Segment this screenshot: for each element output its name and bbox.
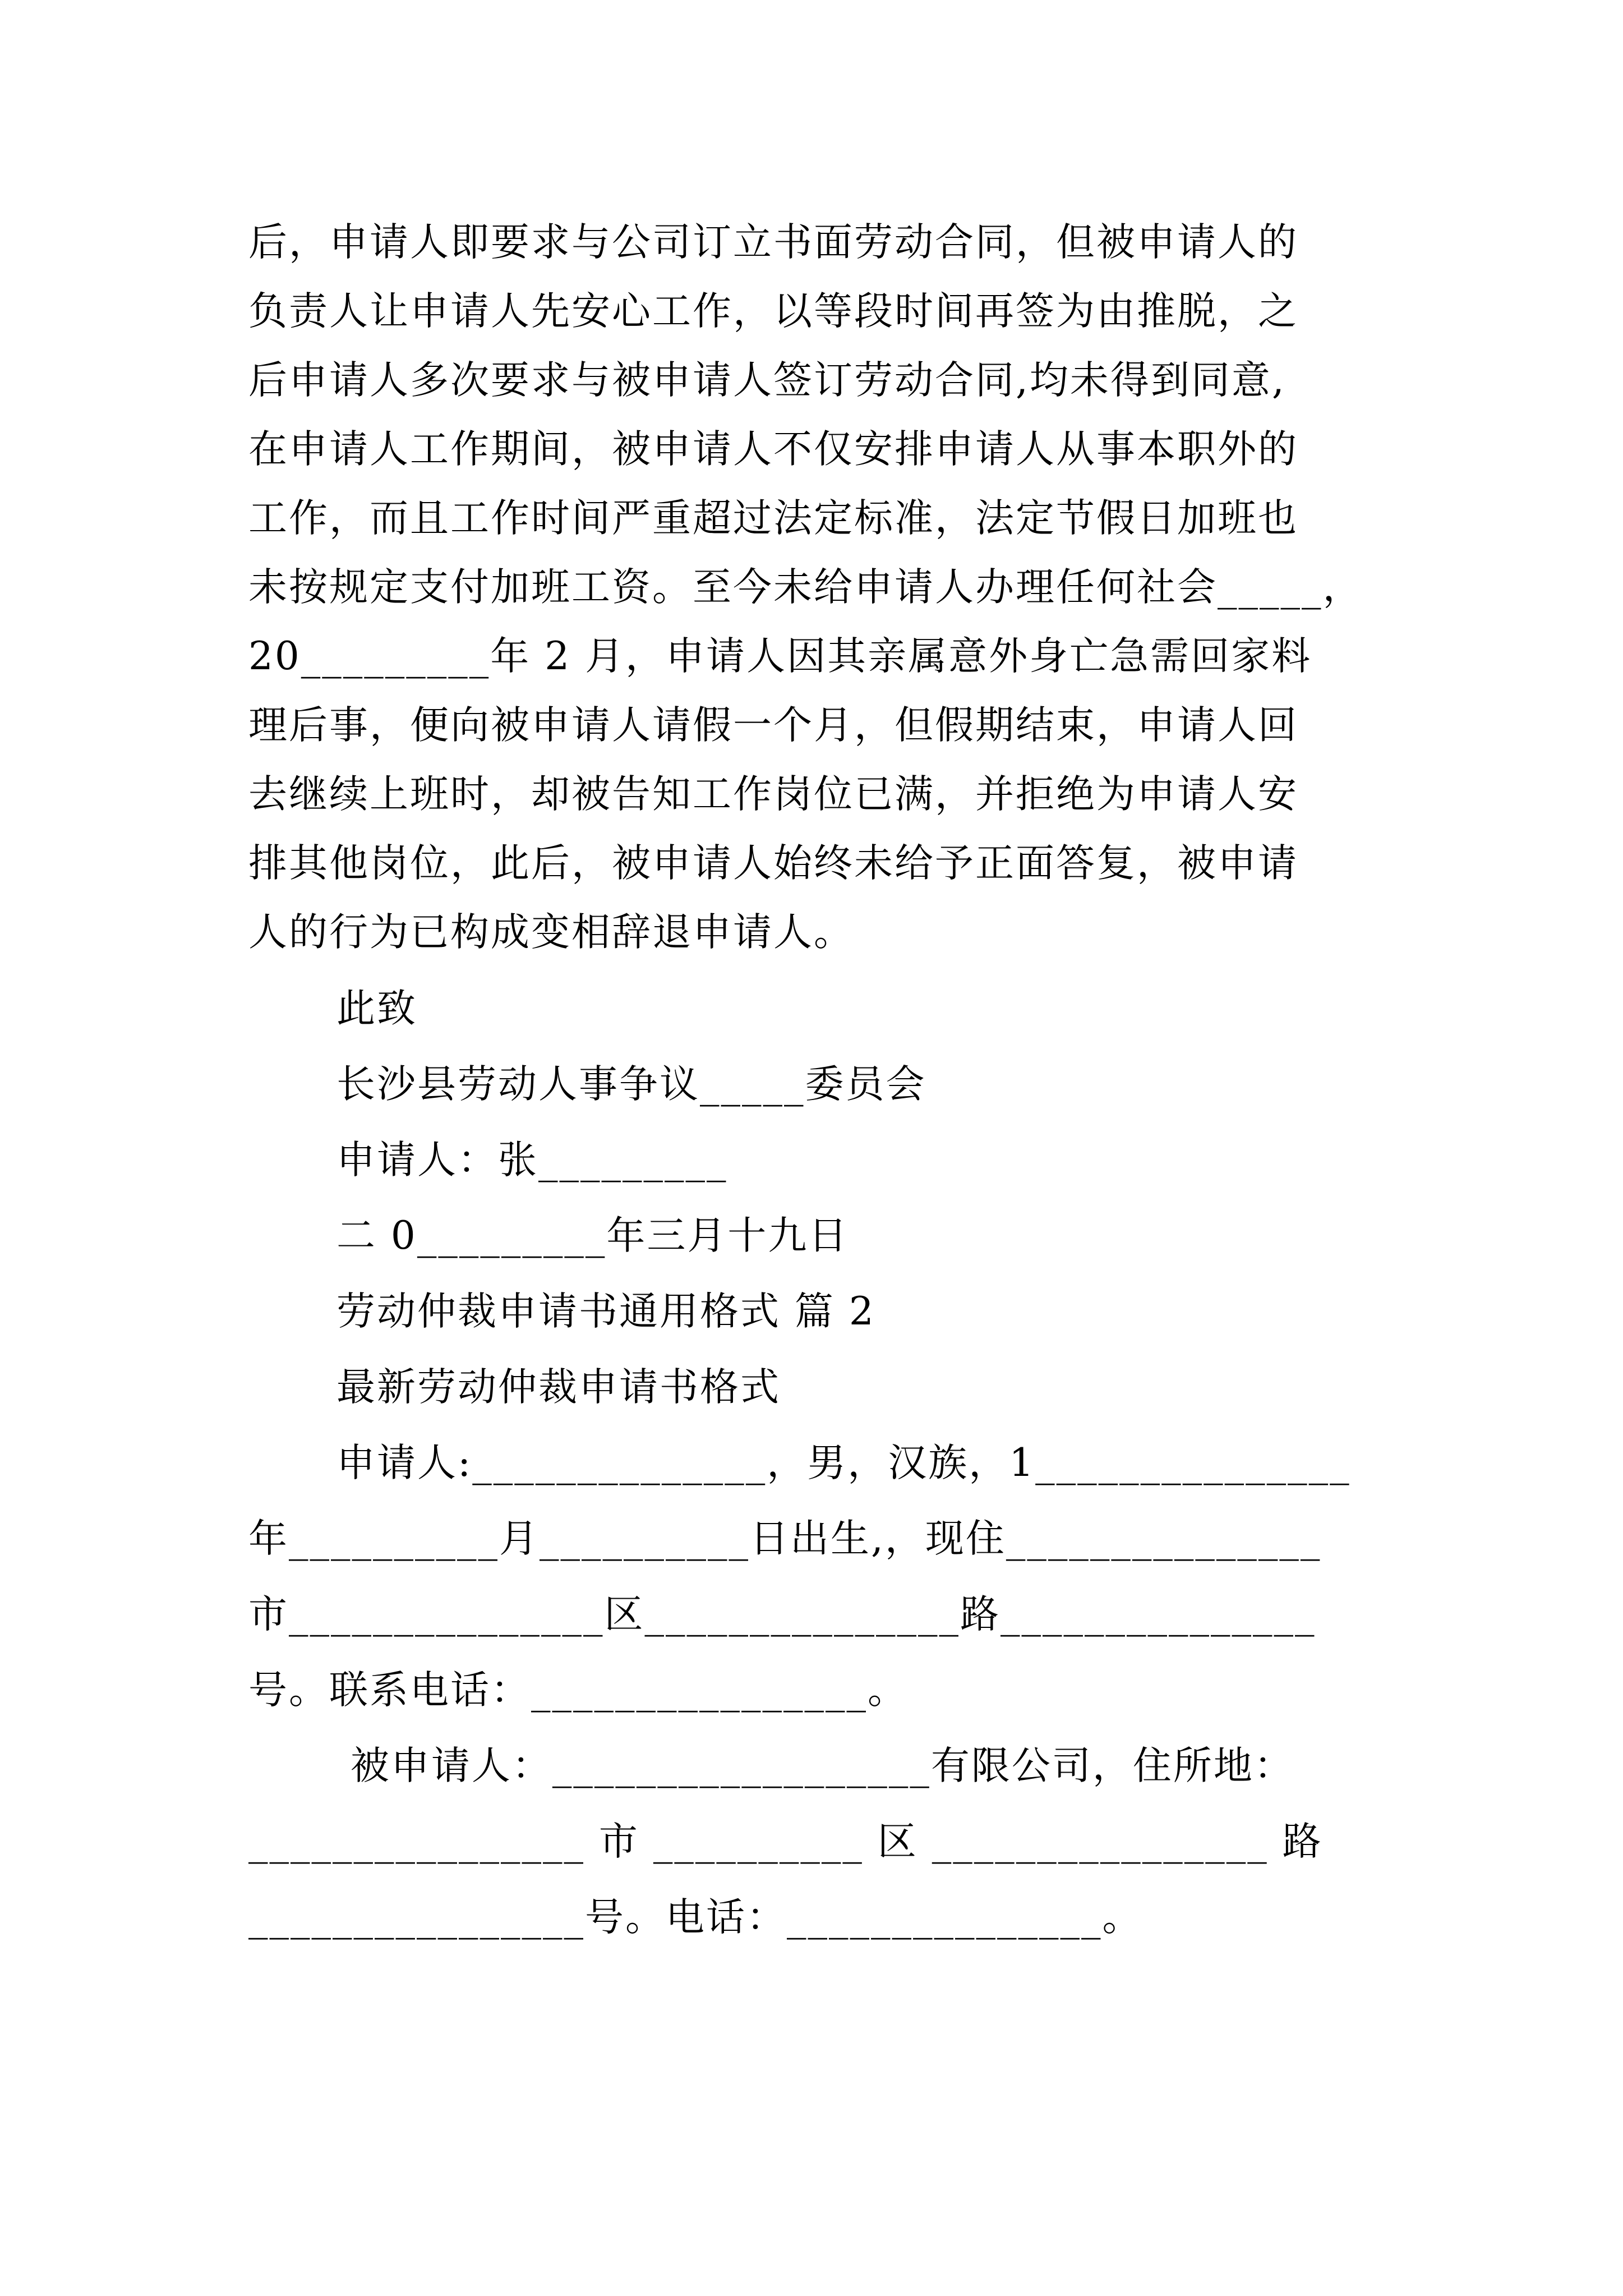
form-line-respondent: 被申请人：__________________有限公司，住所地： — [336, 1743, 1294, 1788]
body-line: 理后事，便向被申请人请假一个月，但假期结束，申请人回 — [248, 703, 1298, 748]
body-line: 工作，而且工作时间严重超过法定标准，法定节假日加班也 — [248, 496, 1298, 541]
form-line-respondent-phone: ________________号。电话：_______________。 — [248, 1895, 1143, 1940]
form-line-applicant: 申请人:______________，男，汉族，1_______________ — [336, 1441, 1351, 1485]
body-line: 在申请人工作期间，被申请人不仅安排申请人从事本职外的 — [248, 427, 1298, 472]
form-line-address: 市_______________区_______________路_______________ — [248, 1592, 1316, 1637]
form-line-phone: 号。联系电话：________________。 — [248, 1668, 908, 1713]
body-line: 后申请人多次要求与被申请人签订劳动合同,均未得到同意, — [248, 358, 1286, 403]
applicant-signature-line: 申请人：张_________ — [336, 1138, 728, 1182]
date-line: 二 0_________年三月十九日 — [336, 1213, 849, 1258]
form-title: 最新劳动仲裁申请书格式 — [336, 1365, 781, 1410]
form-line-birth: 年__________月__________日出生,，现住_______________ — [248, 1516, 1322, 1561]
recipient-line: 长沙县劳动人事争议_____委员会 — [336, 1062, 926, 1107]
salutation: 此致 — [336, 986, 417, 1031]
section-title: 劳动仲裁申请书通用格式 篇 2 — [336, 1289, 875, 1334]
body-line: 排其他岗位，此后，被申请人始终未给予正面答复，被申请 — [248, 841, 1298, 886]
body-line: 20_________年 2 月，申请人因其亲属意外身亡急需回家料 — [248, 634, 1312, 679]
body-line: 后，申请人即要求与公司订立书面劳动合同，但被申请人的 — [248, 220, 1298, 265]
body-line: 去继续上班时，却被告知工作岗位已满，并拒绝为申请人安 — [248, 772, 1298, 817]
body-line: 人的行为已构成变相辞退申请人。 — [248, 910, 854, 955]
body-line: 未按规定支付加班工资。至今未给申请人办理任何社会_____， — [248, 565, 1363, 610]
form-line-respondent-address: ________________ 市 __________ 区 ________________ 路 — [248, 1819, 1323, 1864]
body-line: 负责人让申请人先安心工作，以等段时间再签为由推脱，之 — [248, 289, 1298, 334]
